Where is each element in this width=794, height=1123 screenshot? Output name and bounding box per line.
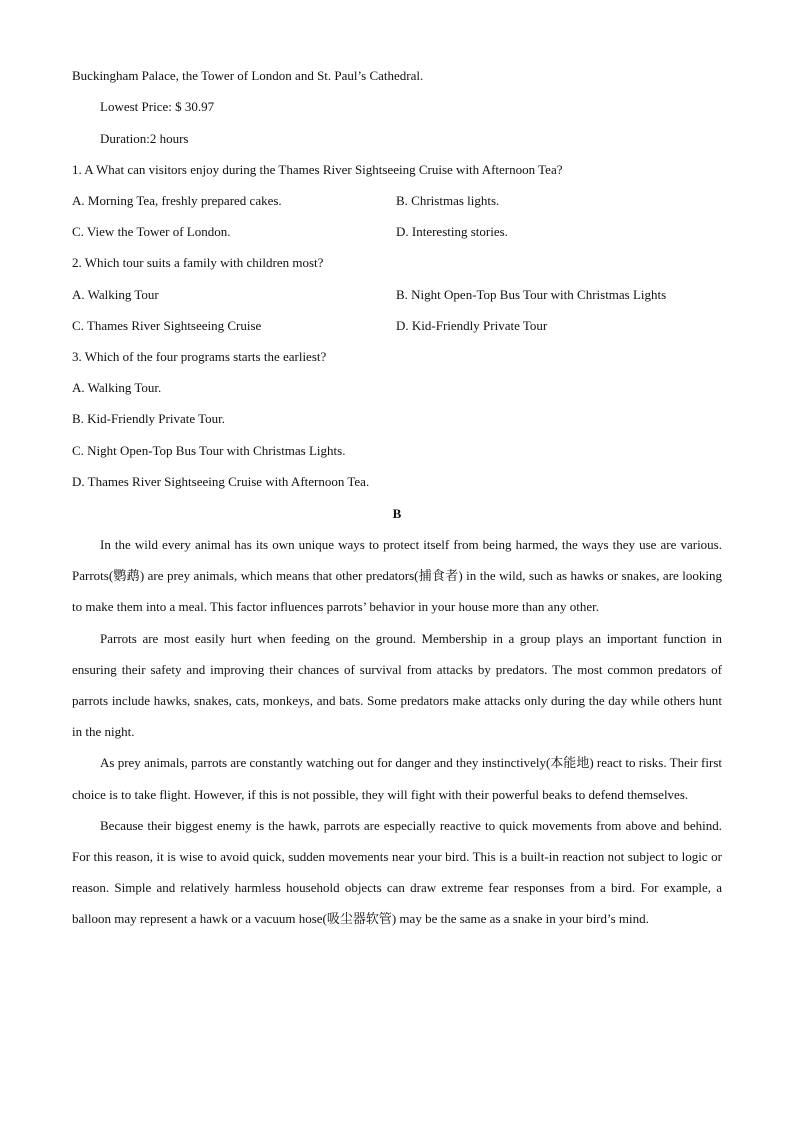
question-3-option-b: B. Kid-Friendly Private Tour. [72, 411, 226, 426]
question-2-stem: 2. Which tour suits a family with children most? [72, 255, 324, 270]
question-3-option-a: A. Walking Tour. [72, 380, 162, 395]
question-2-option-c: C. Thames River Sightseeing Cruise [72, 318, 262, 333]
passage-paragraph-3: As prey animals, parrots are constantly watching out for danger and they instinctively(本能地) react to risks. Their first choice is to take flight. However, if this is not possible, they will fight with their powerful beaks to defend themselves. [72, 755, 722, 802]
question-1-option-a: A. Morning Tea, freshly prepared cakes. [72, 193, 282, 208]
question-1-stem: 1. A What can visitors enjoy during the Thames River Sightseeing Cruise with Afternoon Tea? [72, 162, 563, 177]
question-1-option-b: B. Christmas lights. [396, 193, 500, 208]
question-3-option-d: D. Thames River Sightseeing Cruise with Afternoon Tea. [72, 474, 370, 489]
question-3-stem: 3. Which of the four programs starts the earliest? [72, 349, 327, 364]
duration: Duration:2 hours [100, 131, 189, 146]
question-3-option-c: C. Night Open-Top Bus Tour with Christmas Lights. [72, 443, 346, 458]
intro-continuation: Buckingham Palace, the Tower of London and St. Paul’s Cathedral. [72, 68, 424, 83]
section-b-heading: B [392, 506, 402, 521]
passage-paragraph-2: Parrots are most easily hurt when feeding on the ground. Membership in a group plays an important function in ensuring their safety and improving their chances of survival from attacks by predators. The most common predators of parrots include hawks, snakes, cats, monkeys, and bats. Some predators make attacks only during the day while others hunt in the night. [72, 630, 722, 740]
question-2-option-a: A. Walking Tour [72, 287, 159, 302]
question-2-option-b: B. Night Open-Top Bus Tour with Christmas Lights [396, 287, 667, 302]
question-1-option-d: D. Interesting stories. [396, 224, 508, 239]
question-1-option-c: C. View the Tower of London. [72, 224, 231, 239]
section-b-passage [72, 529, 722, 935]
lowest-price: Lowest Price: $ 30.97 [100, 99, 215, 114]
passage-paragraph-4: Because their biggest enemy is the hawk, parrots are especially reactive to quick movements from above and behind. For this reason, it is wise to avoid quick, sudden movements near your bird. This is a built-in reaction not subject to logic or reason. Simple and relatively harmless household objects can draw extreme fear responses from a bird. For example, a balloon may represent a hawk or a vacuum hose(吸尘器软管) may be the same as a snake in your bird’s mind. [72, 817, 722, 927]
question-2-option-d: D. Kid-Friendly Private Tour [396, 318, 548, 333]
passage-paragraph-1: In the wild every animal has its own unique ways to protect itself from being harmed, the ways they use are various. Parrots(鹦鹉) are prey animals, which means that other predators(捕食者) in the wild, such as hawks or snakes, are looking to make them into a meal. This factor influences parrots’ behavior in your house more than any other. [72, 537, 722, 615]
